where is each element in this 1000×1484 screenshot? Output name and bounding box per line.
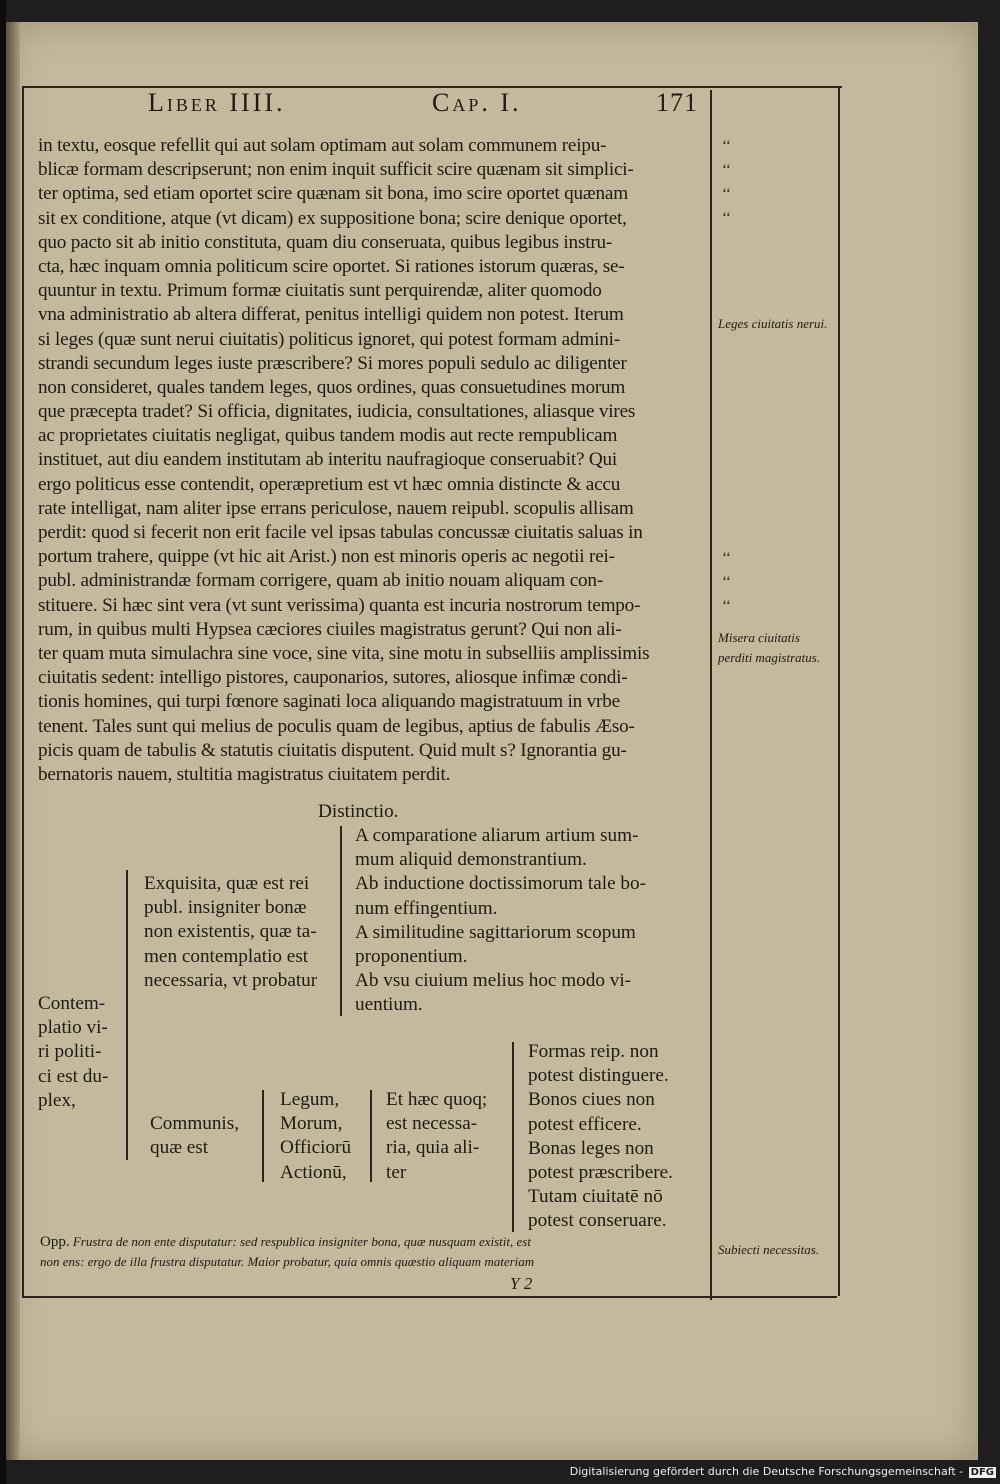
signature-mark: Y 2 [510,1274,533,1293]
body-line: tionis homines, qui turpi fœnore saginati loca aliquando magistratuum in vrbe [38,691,620,713]
body-line: tenent. Tales sunt qui melius de poculis quam de legibus, aptius de fabulis Æso- [38,715,635,737]
opp-line-1: Frustra de non ente disputatur: sed respublica insigniter bona, quæ nusquam existit, est [72,1234,531,1249]
body-line: publ. administrandæ formam corrigere, quam ab initio nouam aliquam con- [38,570,604,592]
body-line: instituet, aut diu eandem institutam ab interitu naufragioque conseruabit? Qui [38,449,618,471]
frame-left-rule [22,86,24,1298]
body-line: que præcepta tradet? Si officia, dignitates, iudicia, consultationes, aliasque vires [38,401,636,423]
exquisita-block: Exquisita, quæ est rei publ. insigniter bonæ non existentis, quæ ta- men contemplatio est necessaria, vt probatur [144,873,318,991]
margin-quote: ‘‘ [722,186,731,202]
contemplatio-block: Contem- platio vi- ri politi- ci est du- plex, [38,993,109,1111]
body-line: non consideret, quales tandem leges, quos ordines, quas consuetudines morum [38,376,626,398]
body-line: ac proprietates ciuitatis negligat, quibus tandem modis aut recte rempublicam [38,425,618,447]
brace-legum [370,1090,372,1182]
body-line: rum, in quibus multi Hypsea cæciores ciuiles magistratus gerunt? Qui non ali- [38,618,622,640]
body-line: strandi secundum leges iuste præscribere? Si mores populi sedulo ac diligenter [38,352,627,374]
margin-quote: ‘‘ [722,574,731,590]
et-haec-block: Et hæc quoq; est necessa- ria, quia ali- ter [386,1089,488,1183]
body-line: cta, hæc inquam omnia politicum scire oportet. Si rationes istorum quæras, se- [38,255,625,277]
body-line: blicæ formam descripserunt; non enim inquit sufficit scire quænam sit simplici- [38,159,634,181]
running-head-cap: Cap. I. [432,88,522,117]
margin-quote: ‘‘ [722,598,731,614]
body-line: sit ex conditione, atque (vt dicam) ex suppositione bona; scire denique oportet, [38,207,627,229]
margin-column-rule [710,90,712,1300]
body-line: quuntur in textu. Primum formæ ciuitatis sunt perquirendæ, aliter quomodo [38,280,602,302]
body-line: picis quam de tabulis & statutis ciuitatis disputent. Quid mult s? Ignorantia gu- [38,739,627,761]
formas-block: Formas reip. non potest distinguere. Bonos ciues non potest efficere. Bonas leges non potest præscribere. Tutam ciuitatē nō potest conseruare. [528,1041,673,1232]
body-line: ter optima, sed etiam oportet scire quænam sit bona, imo scire oportet quænam [38,183,628,205]
frame-right-rule [838,86,840,1296]
body-line: bernatoris nauem, stultitia magistratus ciuitatem perdit. [38,763,451,785]
page-number: 171 [656,88,698,117]
margin-note-misera: Misera ciuitatis perditi magistratus. [718,630,821,665]
margin-note-subiecti: Subiecti necessitas. [718,1242,820,1257]
margin-quote: ‘‘ [722,550,731,566]
body-line: stituere. Si hæc sint vera (vt sunt verissima) quanta est incuria nostrorum tempo- [38,594,641,616]
body-line: portum trahere, quippe (vt hic ait Arist.) non est minoris operis ac negotii rei- [38,546,615,568]
margin-quote: ‘‘ [722,138,731,154]
margin-quote: ‘‘ [722,210,731,226]
brace-formas [512,1042,514,1232]
brace-duplex [126,870,128,1160]
margin-quote: ‘‘ [722,162,731,178]
body-line: vna administratio ab altera differat, penitus intelligi quidem non potest. Iterum [38,304,624,326]
body-text [38,134,706,787]
body-line: perdit: quod si fecerit non erit facile vel ipsas tabulas concussæ ciuitatis saluas in [38,522,643,543]
digitization-footer [570,1465,996,1478]
body-line: quo pacto sit ab initio constituta, quam diu conseruata, quibus legibus instru- [38,231,613,253]
body-line: ergo politicus esse contendit, operæpretium est vt hæc omnia distincte & accu [38,473,621,495]
body-line: rate intelligat, nam aliter ipse errans periculose, nauem reipubl. scopulis allisam [38,497,634,519]
footer-rule [22,1296,837,1298]
body-line: in textu, eosque refellit qui aut solam optimam aut solam communem reipu- [38,135,607,156]
opp-line-2: non ens: ergo de illa frustra disputatur. Maior probatur, quia omnis quæstio aliquam materiam [40,1254,535,1269]
brace-probatur [340,826,342,1016]
body-line: si leges (quæ sunt nerui ciuitatis) politicus ignoret, qui potest formam admini- [38,328,620,350]
objection-text [40,1232,712,1272]
proofs-block: A comparatione aliarum artium sum- mum aliquid demonstrantium. Ab inductione doctissimorum tale bo- num effingentium. A similitudine sagittariorum scopum proponentium. Ab vsu ciuium melius hoc modo vi- uentium. [355,825,646,1016]
opp-label: Opp. [40,1234,70,1250]
body-line: ciuitatis sedent: intelligo pistores, cauponarios, sutores, aliosque infimæ condi- [38,667,628,689]
communis-block: Communis, quæ est [150,1113,240,1159]
body-line: ter quam muta simulachra sine voce, sine vita, sine motu in subselliis amplissimis [38,642,650,664]
dfg-logo: DFG [970,1467,994,1478]
brace-communis [262,1090,264,1182]
footer-text: Digitalisierung gefördert durch die Deutsche Forschungsgemeinschaft - [569,1465,964,1478]
distinctio-title: Distinctio. [318,801,399,822]
legum-block: Legum, Morum, Officiorū Actionū, [280,1089,352,1183]
margin-note-leges: Leges ciuitatis nerui. [718,316,828,331]
running-head-liber: Liber IIII. [148,88,286,117]
